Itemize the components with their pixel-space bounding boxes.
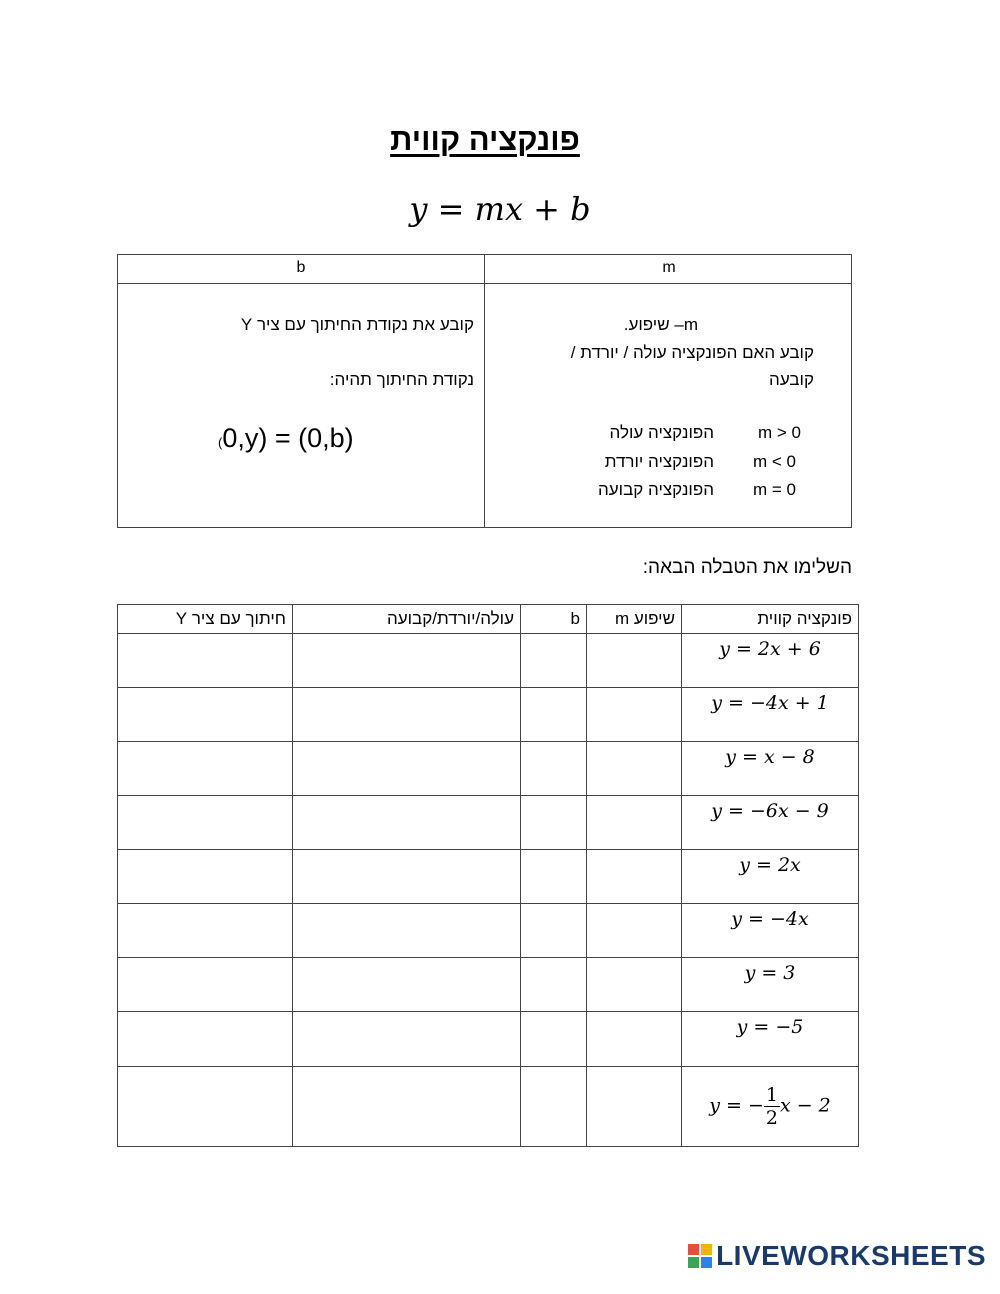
formula-y: y (409, 190, 428, 228)
formula-eq: = (427, 190, 475, 228)
formula-mx: mx (474, 190, 523, 228)
header-slope: שיפוע m (587, 605, 682, 634)
answer-b[interactable] (521, 904, 587, 958)
case-result-negative: הפונקציה יורדת (604, 452, 714, 471)
answer-b[interactable] (521, 958, 587, 1012)
answer-direction[interactable] (293, 796, 521, 850)
answer-b[interactable] (521, 1067, 587, 1147)
table-row (118, 904, 859, 958)
answer-y-intercept[interactable] (118, 904, 293, 958)
answer-direction[interactable] (293, 904, 521, 958)
logo-block-icon (701, 1244, 712, 1255)
answer-direction[interactable] (293, 1067, 521, 1147)
answer-slope[interactable] (587, 958, 682, 1012)
answer-b[interactable] (521, 688, 587, 742)
logo-text: LIVEWORKSHEETS (716, 1240, 986, 1271)
answer-y-intercept[interactable] (118, 796, 293, 850)
answer-slope[interactable] (587, 742, 682, 796)
function-cell: y = 3 (682, 958, 859, 1012)
m-description: קובע האם הפונקציה עולה / יורדת / (570, 343, 814, 362)
case-cond-zero: m = 0 (753, 480, 796, 499)
logo-block-icon (701, 1257, 712, 1268)
answer-direction[interactable] (293, 634, 521, 688)
logo-blocks-icon (688, 1244, 712, 1268)
work-table-header (118, 605, 859, 634)
answer-slope[interactable] (587, 1067, 682, 1147)
m-description-cont: קובעה (769, 370, 814, 389)
table-row (118, 796, 859, 850)
answer-b[interactable] (521, 1012, 587, 1067)
function-cell: y = 2x + 6 (682, 634, 859, 688)
answer-y-intercept[interactable] (118, 742, 293, 796)
answer-slope[interactable] (587, 634, 682, 688)
answer-y-intercept[interactable] (118, 688, 293, 742)
answer-y-intercept[interactable] (118, 850, 293, 904)
function-cell: y = −4x + 1 (682, 688, 859, 742)
info-table (117, 254, 852, 528)
answer-direction[interactable] (293, 850, 521, 904)
case-result-zero: הפונקציה קבועה (598, 480, 714, 499)
header-function: פונקציה קווית (682, 605, 859, 634)
answer-y-intercept[interactable] (118, 1067, 293, 1147)
answer-slope[interactable] (587, 688, 682, 742)
b-description: קובע את נקודת החיתוך עם ציר Y (240, 315, 474, 334)
table-row (118, 1067, 859, 1147)
formula-plus: + (522, 190, 571, 228)
answer-b[interactable] (521, 742, 587, 796)
header-direction: עולה/יורדת/קבועה (293, 605, 521, 634)
answer-y-intercept[interactable] (118, 634, 293, 688)
b-intersection-label: נקודת החיתוך תהיה: (329, 370, 474, 389)
work-table (117, 604, 859, 1147)
table-row (118, 634, 859, 688)
logo-block-icon (688, 1244, 699, 1255)
info-header-m: m (662, 259, 676, 276)
m-definition: m– שיפוע. (623, 315, 698, 334)
table-row (118, 958, 859, 1012)
table-row (118, 742, 859, 796)
table-row (118, 688, 859, 742)
function-cell-fraction (682, 1067, 859, 1147)
table-row (118, 850, 859, 904)
answer-direction[interactable] (293, 958, 521, 1012)
formula-b: b (570, 190, 591, 228)
answer-y-intercept[interactable] (118, 1012, 293, 1067)
table-row (118, 1012, 859, 1067)
answer-slope[interactable] (587, 796, 682, 850)
fraction-denominator: 2 (765, 1107, 778, 1129)
function-cell: y = x − 8 (682, 742, 859, 796)
function-cell: y = −4x (682, 904, 859, 958)
header-b: b (521, 605, 587, 634)
answer-b[interactable] (521, 796, 587, 850)
answer-slope[interactable] (587, 1012, 682, 1067)
function-cell: y = −6x − 9 (682, 796, 859, 850)
case-cond-negative: m < 0 (753, 452, 796, 471)
function-cell: y = 2x (682, 850, 859, 904)
answer-b[interactable] (521, 850, 587, 904)
main-formula (0, 190, 1000, 228)
info-divider-vertical (484, 255, 485, 527)
answer-slope[interactable] (587, 904, 682, 958)
answer-direction[interactable] (293, 742, 521, 796)
fraction (764, 1084, 780, 1129)
answer-direction[interactable] (293, 688, 521, 742)
answer-b[interactable] (521, 634, 587, 688)
answer-y-intercept[interactable] (118, 958, 293, 1012)
answer-slope[interactable] (587, 850, 682, 904)
logo-block-icon (688, 1257, 699, 1268)
case-cond-positive: m > 0 (758, 423, 801, 442)
answer-direction[interactable] (293, 1012, 521, 1067)
info-header-b: b (296, 259, 306, 276)
liveworksheets-logo (688, 1240, 986, 1272)
page-title: פונקציה קווית (390, 122, 580, 157)
fraction-numerator: 1 (765, 1084, 778, 1106)
instruction: השלימו את הטבלה הבאה: (642, 557, 852, 578)
fraction-right: x − 2 (779, 1094, 831, 1117)
info-divider-horizontal (118, 283, 851, 284)
b-intersection-point: (0,y) = (0,b) (218, 423, 354, 453)
case-result-positive: הפונקציה עולה (609, 423, 714, 442)
header-y-intercept: חיתוך עם ציר Y (118, 605, 293, 634)
function-cell: y = −5 (682, 1012, 859, 1067)
fraction-left: y = − (709, 1094, 764, 1117)
